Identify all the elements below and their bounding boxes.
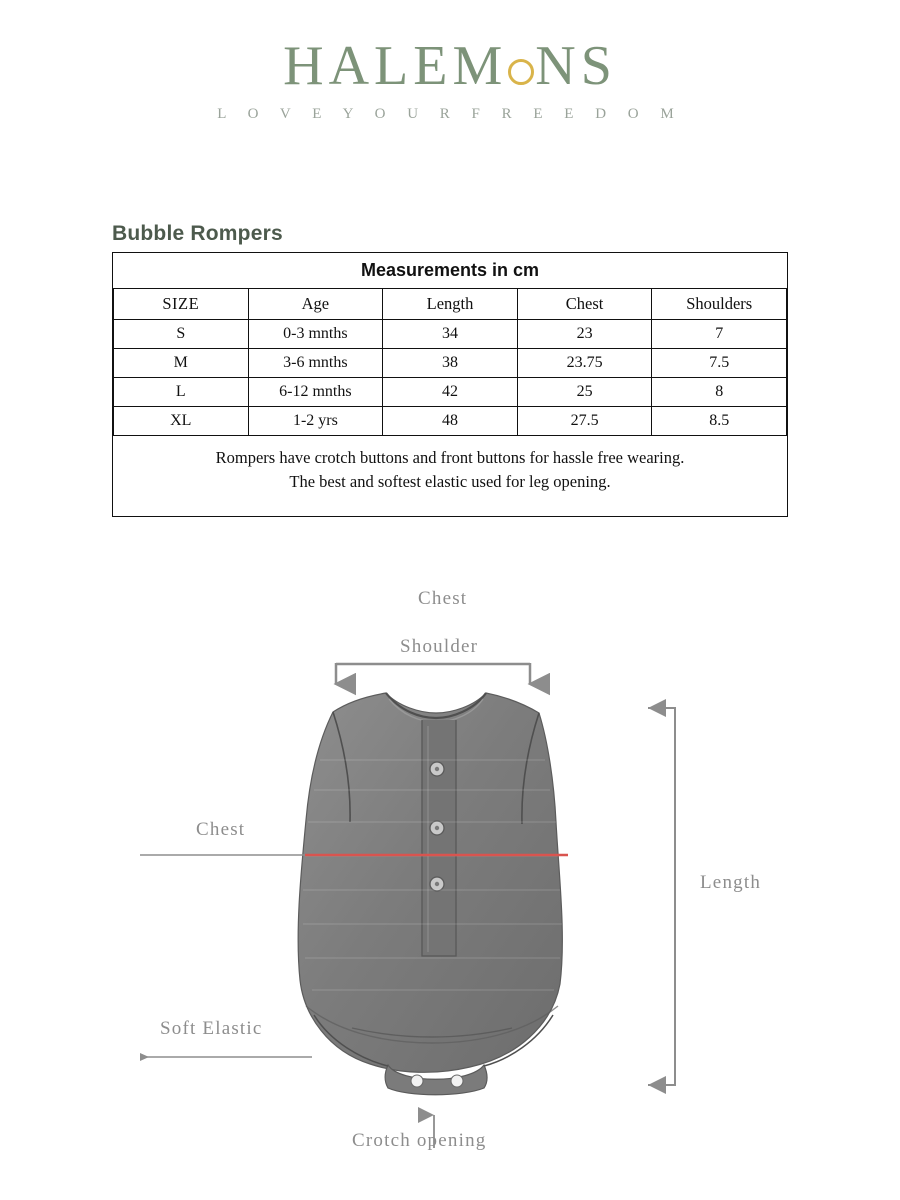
table-caption-row [114, 253, 787, 289]
cell-age: 0-3 mnths [248, 320, 383, 349]
table-note [114, 436, 787, 516]
cell-age: 3-6 mnths [248, 349, 383, 378]
romper-measurement-diagram [0, 560, 900, 1180]
cell-chest: 27.5 [517, 407, 652, 436]
page-title: Bubble Rompers [112, 222, 283, 245]
cell-size: S [114, 320, 249, 349]
cell-age: 1-2 yrs [248, 407, 383, 436]
label-shoulder: Shoulder [400, 636, 479, 657]
cell-size: L [114, 378, 249, 407]
cell-chest: 23.75 [517, 349, 652, 378]
romper-illustration [298, 693, 562, 1095]
cell-size: M [114, 349, 249, 378]
column-header-age: Age [248, 289, 383, 320]
cell-chest: 25 [517, 378, 652, 407]
column-header-length: Length [383, 289, 518, 320]
cell-size: XL [114, 407, 249, 436]
cell-chest: 23 [517, 320, 652, 349]
table-row [114, 349, 787, 378]
cell-length: 42 [383, 378, 518, 407]
cell-shoulders: 8.5 [652, 407, 787, 436]
table-row [114, 320, 787, 349]
cell-length: 38 [383, 349, 518, 378]
size-chart-table [112, 252, 788, 517]
brand-logo-text [0, 35, 900, 97]
table-note-line1: Rompers have crotch buttons and front buttons for hassle free wearing. [215, 448, 685, 467]
soft-elastic-pointer [140, 1053, 312, 1061]
column-header-chest: Chest [517, 289, 652, 320]
cell-length: 48 [383, 407, 518, 436]
cell-shoulders: 7 [652, 320, 787, 349]
label-crotch-opening: Crotch opening [352, 1130, 487, 1151]
column-header-shoulders: Shoulders [652, 289, 787, 320]
brand-name-part1: HALEM [283, 35, 508, 97]
label-soft-elastic: Soft Elastic [160, 1018, 263, 1039]
label-chest-left: Chest [196, 819, 246, 840]
table-note-row [114, 436, 787, 516]
table-header-row [114, 289, 787, 320]
cell-age: 6-12 mnths [248, 378, 383, 407]
table-row [114, 378, 787, 407]
table-row [114, 407, 787, 436]
brand-name-part2: NS [535, 35, 617, 97]
table-caption: Measurements in cm [114, 253, 787, 289]
label-length: Length [700, 872, 762, 893]
table-note-line2: The best and softest elastic used for leg opening. [289, 471, 611, 491]
length-measure-arrows [648, 708, 676, 1085]
cell-shoulders: 8 [652, 378, 787, 407]
brand-header [0, 35, 900, 123]
cell-shoulders: 7.5 [652, 349, 787, 378]
column-header-size: SIZE [114, 289, 249, 320]
shoulder-measure-arrows [336, 663, 530, 684]
label-chest-top: Chest [418, 588, 468, 609]
logo-ring-icon [508, 59, 534, 85]
brand-tagline: L O V E Y O U R F R E E D O M [217, 106, 683, 122]
cell-length: 34 [383, 320, 518, 349]
